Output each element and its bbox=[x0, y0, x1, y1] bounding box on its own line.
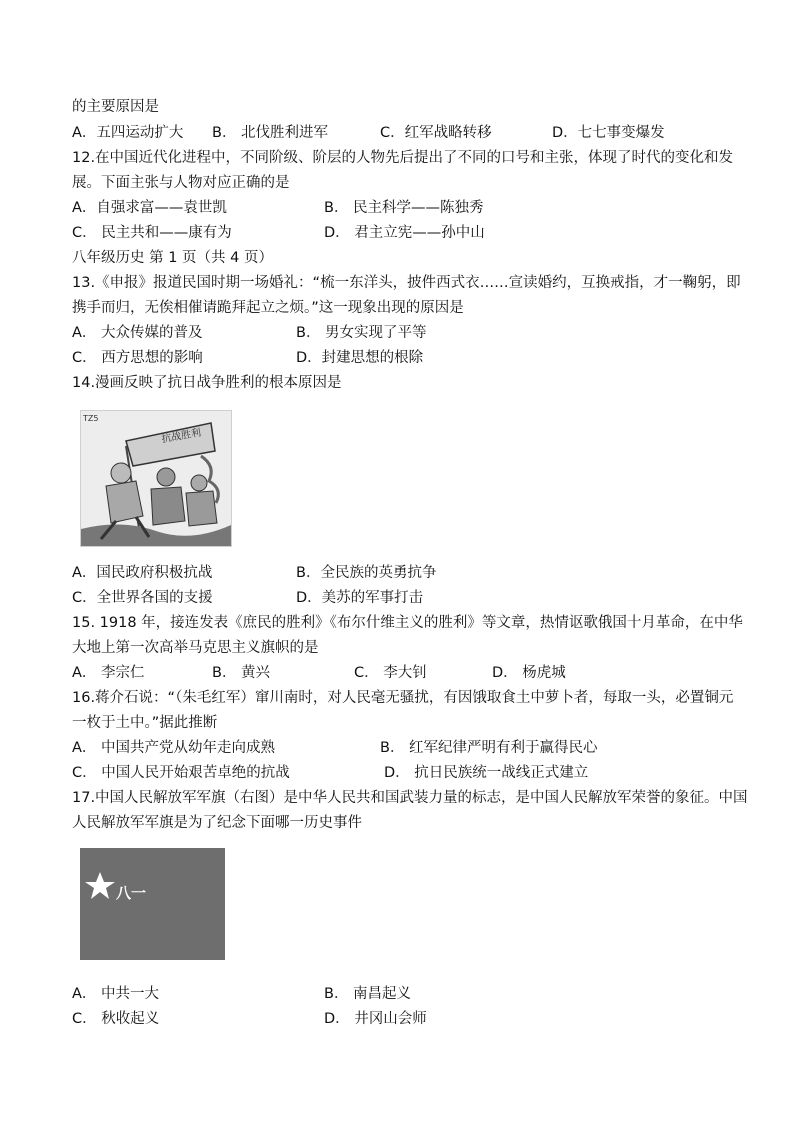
pla-flag-drawing bbox=[80, 848, 225, 960]
q15-option-d[interactable]: D． 杨虎城 bbox=[492, 665, 566, 681]
q17-option-d[interactable]: D． 井冈山会师 bbox=[324, 1011, 427, 1027]
q14-option-d[interactable]: D．美苏的军事打击 bbox=[296, 590, 424, 606]
page-footer: 八年级历史 第 1 页（共 4 页） bbox=[72, 250, 273, 266]
q16-stem-line1: 16.蒋介石说：“（朱毛红军）窜川南时，对人民毫无骚扰，有因饿取食土中萝卜者，每取一头，必置铜元 bbox=[72, 690, 734, 706]
q13-option-c[interactable]: C． 西方思想的影响 bbox=[72, 350, 203, 366]
q17-option-c[interactable]: C． 秋收起义 bbox=[72, 1011, 160, 1027]
q11-stem-tail: 的主要原因是 bbox=[72, 99, 159, 115]
q14-stem: 14.漫画反映了抗日战争胜利的根本原因是 bbox=[72, 375, 342, 391]
q13-stem-line2: 携手而归，无俟相催请跪拜起立之烦。”这一现象出现的原因是 bbox=[72, 300, 464, 316]
q12-option-a[interactable]: A．自强求富——袁世凯 bbox=[72, 200, 227, 216]
q11-option-a[interactable]: A．五四运动扩大 bbox=[72, 125, 184, 141]
q12-option-d[interactable]: D． 君主立宪——孙中山 bbox=[324, 225, 485, 241]
q17-option-a[interactable]: A． 中共一大 bbox=[72, 986, 160, 1002]
q14-option-a[interactable]: A．国民政府积极抗战 bbox=[72, 565, 213, 581]
q15-option-b[interactable]: B． 黄兴 bbox=[212, 665, 271, 681]
q17-stem-line2: 人民解放军军旗是为了纪念下面哪一历史事件 bbox=[72, 815, 362, 831]
q13-option-a[interactable]: A． 大众传媒的普及 bbox=[72, 325, 203, 341]
flag-bayi-text: 八一 bbox=[116, 884, 147, 902]
q16-option-d[interactable]: D． 抗日民族统一战线正式建立 bbox=[384, 765, 589, 781]
q16-stem-line2: 一枚于土中。”据此推断 bbox=[72, 715, 218, 731]
q16-option-b[interactable]: B． 红军纪律严明有利于赢得民心 bbox=[380, 740, 598, 756]
q17-stem-line1: 17.中国人民解放军军旗（右图）是中华人民共和国武装力量的标志，是中国人民解放军荣誉的象征。中国 bbox=[72, 790, 748, 806]
q15-stem-line1: 15. 1918 年，接连发表《庶民的胜利》《布尔什维主义的胜利》等文章，热情讴歌俄国十月革命，在中华 bbox=[72, 615, 743, 631]
q15-option-a[interactable]: A． 李宗仁 bbox=[72, 665, 145, 681]
q17-option-b[interactable]: B． 南昌起义 bbox=[324, 986, 412, 1002]
q14-option-b[interactable]: B．全民族的英勇抗争 bbox=[296, 565, 437, 581]
q11-option-c[interactable]: C．红军战略转移 bbox=[380, 125, 492, 141]
cartoon-corner-label: TZ5 bbox=[83, 414, 99, 423]
war-cartoon-drawing bbox=[81, 411, 231, 546]
q13-option-b[interactable]: B． 男女实现了平等 bbox=[296, 325, 427, 341]
q12-option-b[interactable]: B． 民主科学——陈独秀 bbox=[324, 200, 484, 216]
q11-option-b[interactable]: B． 北伐胜利进军 bbox=[212, 125, 329, 141]
q12-stem-line1: 12.在中国近代化进程中，不同阶级、阶层的人物先后提出了不同的口号和主张，体现了时代的变化和发 bbox=[72, 150, 734, 166]
q15-option-c[interactable]: C． 李大钊 bbox=[354, 665, 427, 681]
q16-option-a[interactable]: A． 中国共产党从幼年走向成熟 bbox=[72, 740, 276, 756]
q15-stem-line2: 大地上第一次高举马克思主义旗帜的是 bbox=[72, 640, 319, 656]
q16-option-c[interactable]: C． 中国人民开始艰苦卓绝的抗战 bbox=[72, 765, 290, 781]
q12-stem-line2: 展。下面主张与人物对应正确的是 bbox=[72, 175, 290, 191]
war-cartoon-image bbox=[80, 410, 232, 547]
q14-option-c[interactable]: C．全世界各国的支援 bbox=[72, 590, 213, 606]
q13-option-d[interactable]: D．封建思想的根除 bbox=[296, 350, 424, 366]
pla-flag-image bbox=[80, 848, 225, 960]
q11-option-d[interactable]: D．七七事变爆发 bbox=[552, 125, 665, 141]
cartoon-banner-text: 抗战胜利 bbox=[160, 427, 202, 446]
q13-stem-line1: 13.《申报》报道民国时期一场婚礼：“梳一东洋头，披件西式衣……宣读婚约，互换戒指，才一鞠躬，即 bbox=[72, 275, 741, 291]
q12-option-c[interactable]: C． 民主共和——康有为 bbox=[72, 225, 232, 241]
